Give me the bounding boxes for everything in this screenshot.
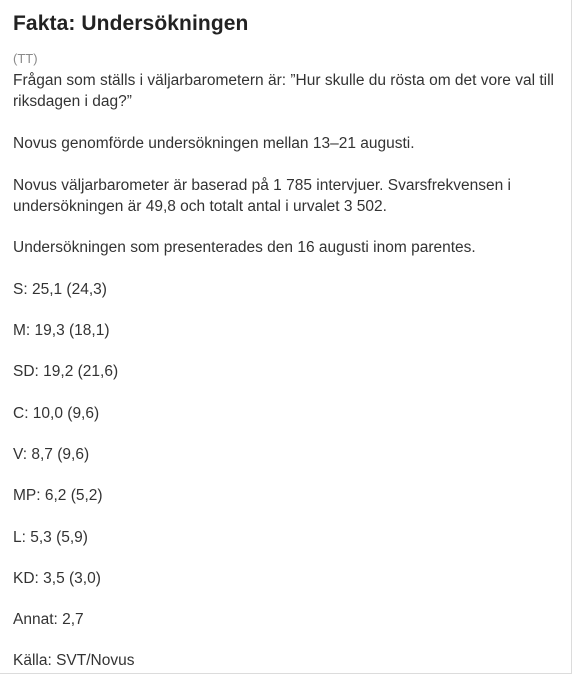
credit-line: Källa: SVT/Novus [13, 652, 135, 669]
result-line-s: S: 25,1 (24,3) [13, 281, 107, 298]
result-line-c: C: 10,0 (9,6) [13, 405, 100, 422]
result-line-mp: MP: 6,2 (5,2) [13, 487, 103, 504]
question-paragraph: Frågan som ställs i väljarbarometern är: ”Hur skulle du rösta om det vore val till riksdagen i dag?” [13, 72, 554, 110]
factbox-title: Fakta: Undersökningen [13, 12, 249, 35]
result-line-annat: Annat: 2,7 [13, 611, 84, 628]
result-line-kd: KD: 3,5 (3,0) [13, 570, 101, 587]
source-label: (TT) [13, 51, 38, 66]
survey-period-paragraph: Novus genomförde undersökningen mellan 13–21 augusti. [13, 135, 415, 152]
result-line-sd: SD: 19,2 (21,6) [13, 363, 119, 380]
result-line-l: L: 5,3 (5,9) [13, 529, 88, 546]
comparison-note-paragraph: Undersökningen som presenterades den 16 augusti inom parentes. [13, 239, 476, 256]
result-line-v: V: 8,7 (9,6) [13, 446, 90, 463]
result-line-m: M: 19,3 (18,1) [13, 322, 110, 339]
method-paragraph: Novus väljarbarometer är baserad på 1 785 intervjuer. Svarsfrekvensen i undersökningen är 49,8 och totalt antal i urvalet 3 502. [13, 177, 511, 215]
